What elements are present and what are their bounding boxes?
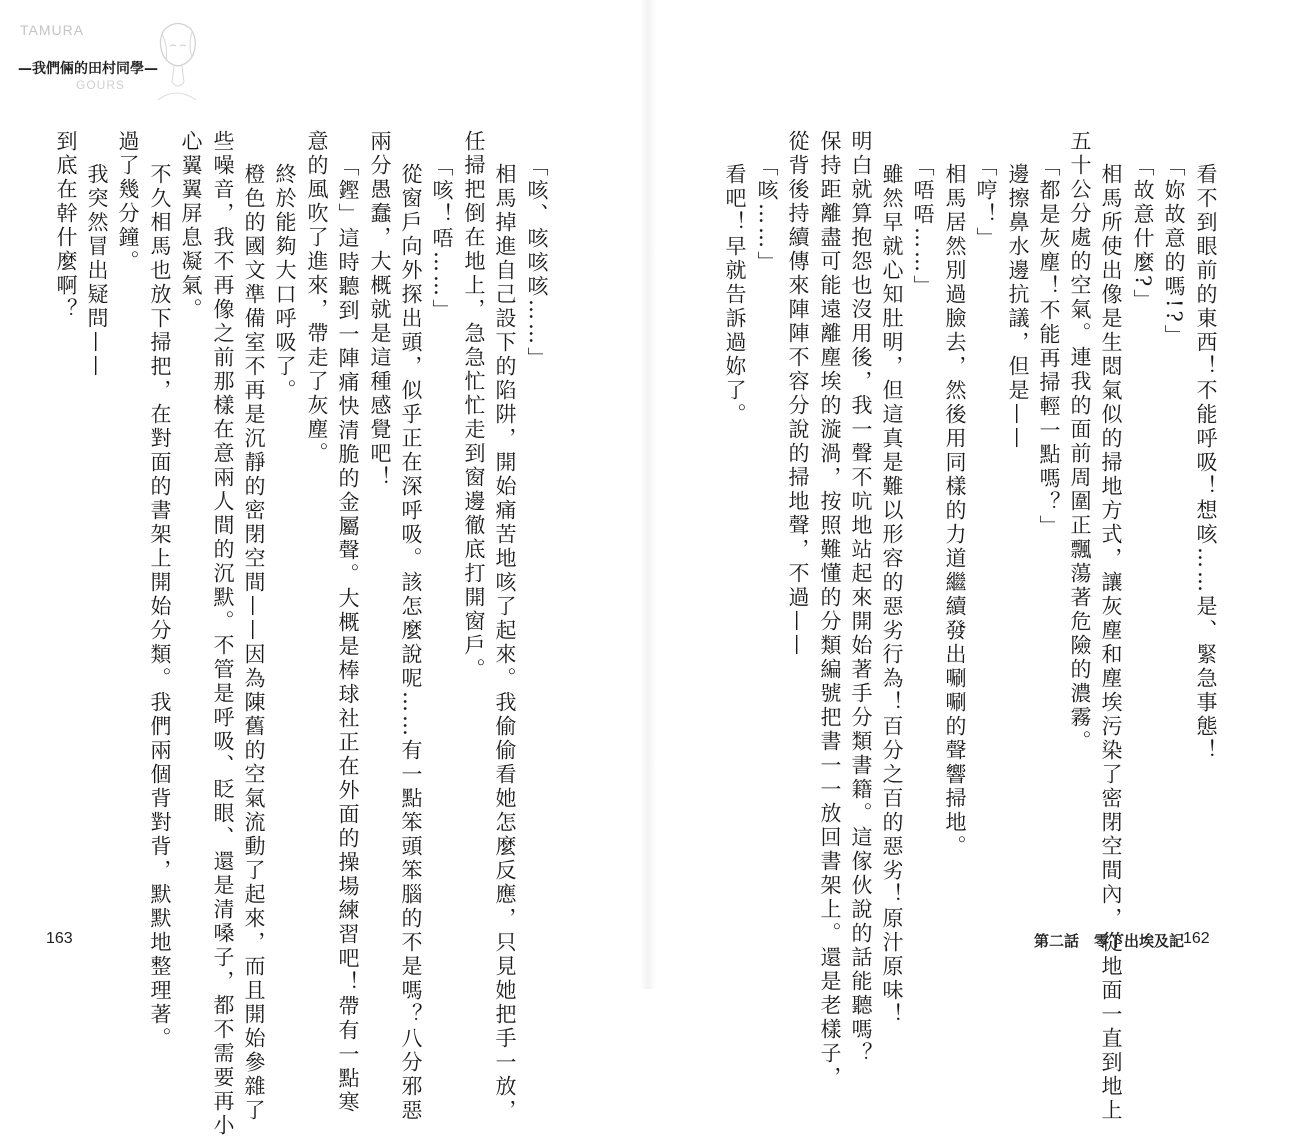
series-logo — [18, 16, 198, 106]
text-column: 過了幾分鐘。 — [116, 130, 140, 274]
text-column: 「妳故意的嗎!?」 — [1162, 155, 1186, 349]
text-column: 「鏗」這時聽到一陣痛快清脆的金屬聲。大概是棒球社正在外面的操場練習吧！帶有一點寒 — [336, 155, 360, 1115]
text-column: 意的風吹了進來，帶走了灰塵。 — [305, 130, 329, 466]
text-column: 看吧！早就告訴過妳了。 — [723, 163, 747, 427]
text-column: 「咳……」 — [755, 155, 779, 275]
text-column: 五十公分處的空氣。連我的面前周圍正飄蕩著危險的濃霧。 — [1068, 130, 1092, 754]
text-column: 橙色的國文準備室不再是沉靜的密閉空間——因為陳舊的空氣流動了起來，而且開始參雜了 — [242, 163, 266, 1123]
text-column: 兩分愚蠢，大概就是這種感覺吧！ — [368, 130, 392, 490]
text-column: 相馬居然別過臉去，然後用同樣的力道繼續發出唰唰的聲響掃地。 — [943, 163, 967, 859]
text-column: 到底在幹什麼啊？ — [54, 130, 78, 322]
text-column: 「咳、咳咳咳……」 — [525, 155, 549, 371]
text-column: 相馬掉進自己設下的陷阱，開始痛苦地咳了起來。我偷偷看她怎麼反應，只見她把手一放， — [493, 163, 517, 1123]
text-column: 從背後持續傳來陣陣不容分說的掃地聲，不過—— — [786, 130, 810, 658]
page-number-left: 163 — [46, 930, 73, 947]
text-column: 「咳！唔……」 — [430, 155, 454, 323]
text-column: 些噪音，我不再像之前那樣在意兩人間的沉默。不管是呼吸、眨眼、還是清嗓子，都不需要再小 — [211, 130, 235, 1138]
text-column: 「哼！」 — [974, 155, 998, 251]
text-column: 保持距離盡可能遠離塵埃的漩渦，按照難懂的分類編號把書一一放回書架上。還是老樣子， — [818, 130, 842, 1090]
text-column: 不久相馬也放下掃把，在對面的書架上開始分類。我們兩個背對背，默默地整理著。 — [148, 163, 172, 1051]
chapter-running-head: 第二話 零下出埃及記 — [1034, 932, 1185, 950]
logo-ghost-text: TAMURA — [20, 22, 85, 38]
book-gutter — [640, 0, 656, 989]
text-column: 任掃把倒在地上，急急忙忙走到窗邊徹底打開窗戶。 — [462, 130, 486, 682]
logo-ghost-text-second: GOURS — [76, 78, 126, 92]
text-column: 「唔唔……」 — [911, 155, 935, 299]
text-column: 終於能夠大口呼吸了。 — [273, 163, 297, 403]
text-column: 邊擦鼻水邊抗議，但是—— — [1006, 163, 1030, 451]
text-column: 「故意什麼?」 — [1131, 155, 1155, 314]
series-title: —我們倆的田村同學— — [18, 61, 158, 77]
text-column: 從窗戶向外探出頭，似乎正在深呼吸。該怎麼說呢……有一點笨頭笨腦的不是嗎？八分邪惡 — [399, 163, 423, 1123]
text-column: 我突然冒出疑問—— — [85, 163, 109, 379]
text-column: 看不到眼前的東西！不能呼吸！想咳……是、緊急事態！ — [1194, 163, 1218, 763]
series-title-text: 我們倆的田村同學 — [32, 61, 144, 77]
page-number-right: 162 — [1183, 930, 1210, 947]
text-column: 雖然早就心知肚明，但這真是難以形容的惡劣行為！百分之百的惡劣！原汁原味！ — [880, 163, 904, 1027]
text-column: 心翼翼屏息凝氣。 — [179, 130, 203, 322]
text-column: 「都是灰塵！不能再掃輕一點嗎？」 — [1037, 155, 1061, 539]
character-sketch-icon — [150, 16, 202, 100]
text-column: 相馬所使出像是生悶氣似的掃地方式，讓灰塵和塵埃污染了密閉空間內，從地面一直到地上 — [1099, 163, 1123, 1123]
text-column: 明白就算抱怨也沒用後，我一聲不吭地站起來開始著手分類書籍。這傢伙說的話能聽嗎？ — [849, 130, 873, 1066]
